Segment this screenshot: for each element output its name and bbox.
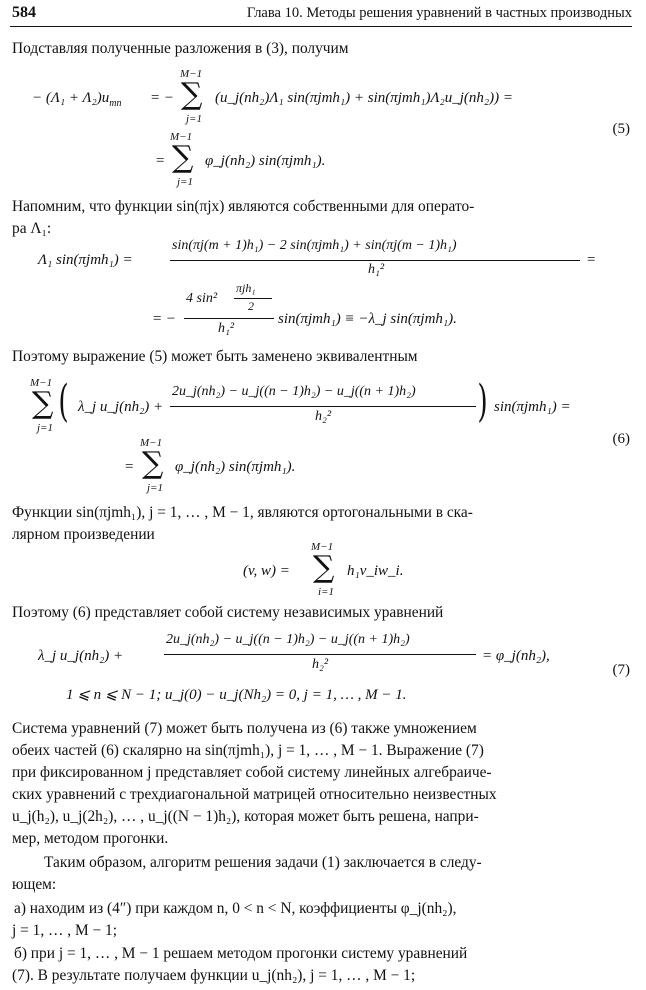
inner-product-right: h₁v_iw_i. bbox=[347, 563, 404, 579]
eqL-line2-inner-den: 2 bbox=[248, 299, 254, 313]
inner-product-sum-upper: M−1 bbox=[311, 541, 334, 553]
eq5-line2-right: φ_j(nh₂) sin(πjmh₁). bbox=[205, 153, 326, 169]
eqL-line2-den: h₁² bbox=[218, 321, 235, 336]
inner-product-left: (v, w) = bbox=[243, 563, 290, 579]
paragraph-6-line-6: мер, методом прогонки. bbox=[12, 830, 169, 847]
eqL-line2-inner-num: πjh₁ bbox=[236, 281, 256, 295]
eq5-equals: = − bbox=[150, 90, 174, 106]
eqL-denominator: h₁² bbox=[368, 262, 385, 277]
item-b-line-2: (7). В результате получаем функции u_j(nh₂), j = 1, … , M − 1; bbox=[12, 967, 416, 984]
paragraph-5: Поэтому (6) представляет собой систему независимых уравнений bbox=[12, 604, 444, 621]
eq7-term1: λ_j u_j(nh₂) + bbox=[38, 648, 124, 664]
eq6-number: (6) bbox=[612, 431, 630, 447]
paragraph-7-line-2: ющем: bbox=[12, 876, 57, 893]
eq6-term1: λ_j u_j(nh₂) + bbox=[78, 399, 164, 415]
eqL-line2-right: sin(πjmh₁) ≡ −λ_j sin(πjmh₁). bbox=[278, 311, 457, 327]
eq6-sum-upper: M−1 bbox=[30, 377, 53, 389]
paragraph-6-line-1: Система уравнений (7) может быть получена из (6) также умножением bbox=[12, 720, 477, 737]
paragraph-6-line-4: ских уравнений с трехдиагональной матрицей относительно неизвестных bbox=[12, 786, 497, 803]
eqL-left: Λ₁ sin(πjmh₁) = bbox=[38, 252, 133, 268]
eq6-numerator: 2u_j(nh₂) − u_j((n − 1)h₂) − u_j((n + 1)h₂) bbox=[172, 384, 416, 399]
eq6-sum-lower: j=1 bbox=[37, 422, 53, 434]
paragraph-1: Подставляя полученные разложения в (3), получим bbox=[12, 40, 349, 57]
paragraph-4-line-2: лярном произведении bbox=[12, 526, 155, 543]
sum-icon: ∑ bbox=[172, 140, 194, 175]
item-a-line-1: а) находим из (4″) при каждом n, 0 < n < N, коэффициенты φ_j(nh₂), bbox=[14, 900, 457, 917]
eq7-line2: 1 ⩽ n ⩽ N − 1; u_j(0) − u_j(Nh₂) = 0, j = 1, … , M − 1. bbox=[66, 687, 407, 703]
paragraph-7-line-1: Таким образом, алгоритм решения задачи (1) заключается в следу- bbox=[44, 854, 482, 871]
eq6-line2-right: φ_j(nh₂) sin(πjmh₁). bbox=[175, 459, 296, 475]
paragraph-2-line-1: Напомним, что функции sin(πjx) являются собственными для операто- bbox=[12, 198, 475, 215]
page-number: 584 bbox=[12, 4, 36, 21]
item-b-line-1: б) при j = 1, … , M − 1 решаем методом прогонки систему уравнений bbox=[14, 945, 468, 962]
paragraph-6-line-2: обеих частей (6) скалярно на sin(πjmh₁), j = 1, … , M − 1. Выражение (7) bbox=[12, 742, 484, 759]
paragraph-6-line-5: u_j(h₂), u_j(2h₂), … , u_j((N − 1)h₂), которая может быть решена, напри- bbox=[12, 808, 479, 825]
item-a-line-2: j = 1, … , M − 1; bbox=[12, 922, 118, 939]
eq6-line2-sum-upper: M−1 bbox=[140, 437, 163, 449]
eq5-right: (u_j(nh₂)Λ₁ sin(πjmh₁) + sin(πjmh₁)Λ₂u_j(nh₂)) = bbox=[215, 90, 513, 106]
eq6-fraction-bar bbox=[170, 406, 476, 407]
paragraph-6-line-3: при фиксированном j представляет собой систему линейных алгебраиче- bbox=[12, 764, 492, 781]
eqL-line2-equals: = − bbox=[152, 311, 176, 327]
eq6-line2-sum-lower: j=1 bbox=[147, 482, 163, 494]
eq5-sum-lower: j=1 bbox=[186, 113, 202, 125]
paragraph-4-line-1: Функции sin(πjmh₁), j = 1, … , M − 1, являются ортогональными в ска- bbox=[12, 504, 473, 521]
eqL-fraction-bar bbox=[170, 260, 580, 261]
sum-icon: ∑ bbox=[32, 386, 54, 421]
paragraph-2-line-2: ра Λ₁: bbox=[12, 220, 52, 237]
page-header bbox=[10, 4, 632, 27]
eqL-line2-num: 4 sin² bbox=[186, 291, 218, 306]
eq6-right: sin(πjmh₁) = bbox=[494, 399, 571, 415]
eq5-line2-sum-upper: M−1 bbox=[170, 131, 193, 143]
eq7-right: = φ_j(nh₂), bbox=[482, 648, 550, 664]
eqL-line2-fraction-bar bbox=[184, 318, 274, 319]
inner-product-sum-lower: i=1 bbox=[318, 586, 334, 598]
eq5-number: (5) bbox=[612, 121, 630, 137]
eq7-fraction-bar bbox=[164, 654, 476, 655]
sum-icon: ∑ bbox=[142, 446, 164, 481]
left-paren-icon: ( bbox=[58, 376, 69, 427]
sum-icon: ∑ bbox=[181, 77, 203, 112]
eq5-left: − $(\Lambda_1 + \Lambda_2)u_{mn}$ bbox=[32, 90, 122, 109]
eq7-number: (7) bbox=[612, 662, 630, 678]
running-head: Глава 10. Методы решения уравнений в частных производных bbox=[246, 5, 632, 21]
eqL-numerator: sin(πj(m + 1)h₁) − 2 sin(πjmh₁) + sin(πj(m − 1)h₁) bbox=[172, 238, 457, 253]
eqL-trailing-equals: = bbox=[586, 252, 597, 268]
paragraph-3: Поэтому выражение (5) может быть заменено эквивалентным bbox=[12, 348, 418, 365]
eq7-numerator: 2u_j(nh₂) − u_j((n − 1)h₂) − u_j((n + 1)h₂) bbox=[166, 632, 410, 647]
eq5-sum-upper: M−1 bbox=[180, 68, 203, 80]
eq6-denominator: h₂² bbox=[315, 409, 332, 424]
eq7-denominator: h₂² bbox=[312, 657, 329, 672]
eq6-line2-equals: = bbox=[124, 459, 135, 475]
eq5-line2-sum-lower: j=1 bbox=[177, 176, 193, 188]
sum-icon: ∑ bbox=[313, 550, 335, 585]
eq5-line2-equals: = bbox=[155, 153, 166, 169]
right-paren-icon: ) bbox=[477, 376, 488, 427]
